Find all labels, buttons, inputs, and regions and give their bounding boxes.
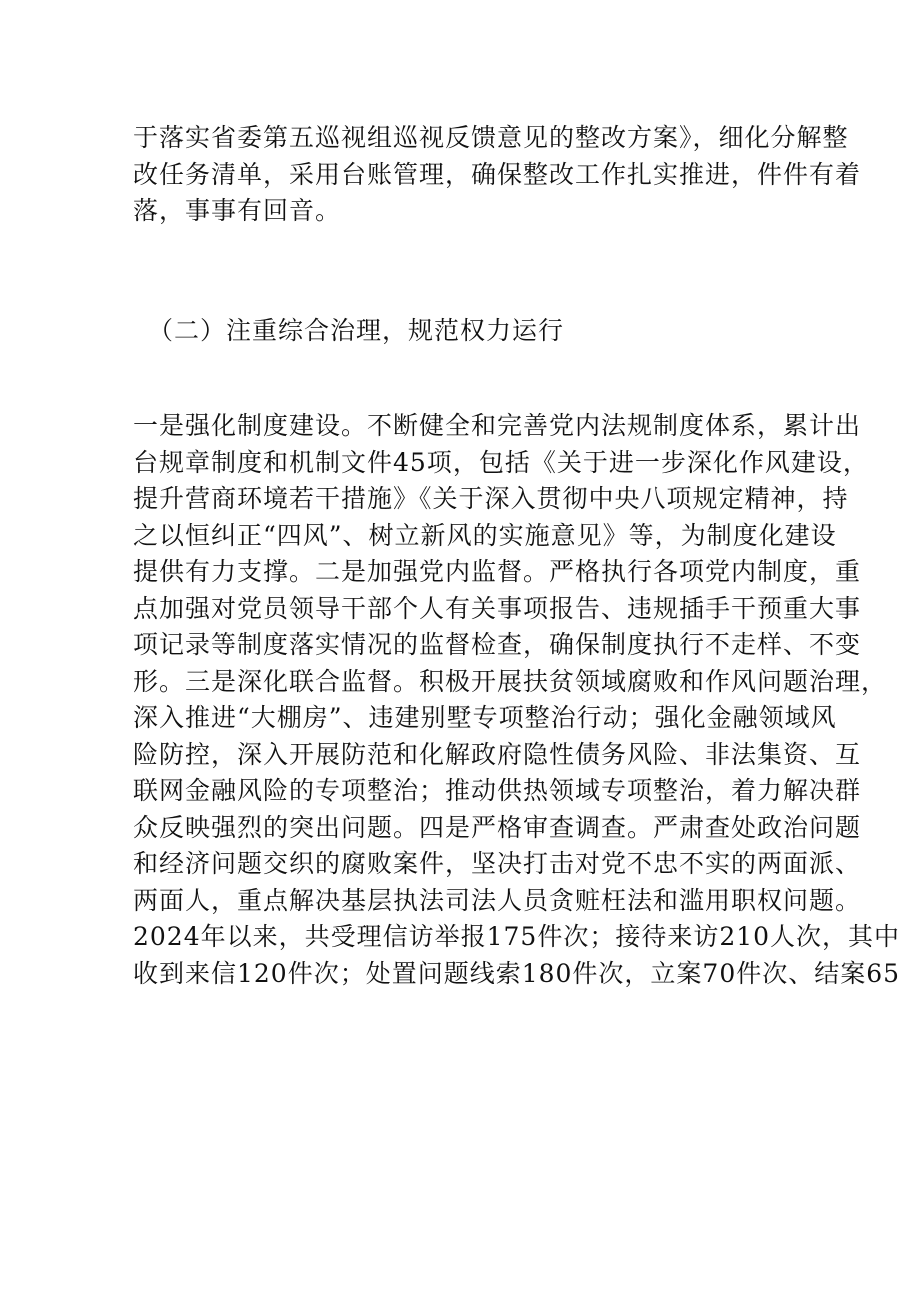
text-line: 深入推进“大棚房”、违建别墅专项整治行动；强化金融领域风 — [133, 703, 837, 732]
text-line: 一是强化制度建设。不断健全和完善党内法规制度体系，累计出 — [133, 411, 862, 440]
text-line: 改任务清单，采用台账管理，确保整改工作扎实推进，件件有着 — [133, 159, 862, 189]
text-line: 台规章制度和机制文件45项，包括《关于进一步深化作风建设， — [133, 447, 869, 477]
text-line: 2024年以来，共受理信访举报175件次；接待来访210人次，其中 — [133, 922, 901, 951]
text-line: 和经济问题交织的腐败案件，坚决打击对党不忠不实的两面派、 — [133, 849, 862, 878]
text-line: 点加强对党员领导干部个人有关事项报告、违规插手干预重大事 — [133, 593, 862, 623]
text-line: 收到来信120件次；处置问题线索180件次，立案70件次、结案65 — [133, 958, 901, 988]
text-line: 提升营商环境若干措施》《关于深入贯彻中央八项规定精神，持 — [133, 484, 849, 513]
paragraph-rectification-plan — [133, 120, 862, 230]
text-line: 联网金融风险的专项整治；推动供热领域专项整治，着力解决群 — [133, 776, 862, 805]
text-line: 险防控，深入开展防范和化解政府隐性债务风险、非法集资、互 — [133, 739, 862, 769]
text-line: 之以恒纠正“四风”、树立新风的实施意见》等，为制度化建设 — [133, 520, 837, 550]
text-line: 落，事事有回音。 — [133, 196, 342, 225]
paragraph-comprehensive-governance — [133, 408, 901, 992]
text-line: 众反映强烈的突出问题。四是严格审查调查。严肃查处政治问题 — [133, 812, 862, 842]
text-line: 两面人，重点解决基层执法司法人员贪赃枉法和滥用职权问题。 — [133, 885, 862, 915]
section-heading: （二）注重综合治理，规范权力运行 — [148, 316, 565, 345]
text-line: 于落实省委第五巡视组巡视反馈意见的整改方案》，细化分解整 — [133, 123, 849, 152]
text-line: 形。三是深化联合监督。积极开展扶贫领域腐败和作风问题治理， — [133, 666, 888, 696]
text-line: 提供有力支撑。二是加强党内监督。严格执行各项党内制度，重 — [133, 557, 862, 586]
text-line: 项记录等制度落实情况的监督检查，确保制度执行不走样、不变 — [133, 630, 862, 659]
